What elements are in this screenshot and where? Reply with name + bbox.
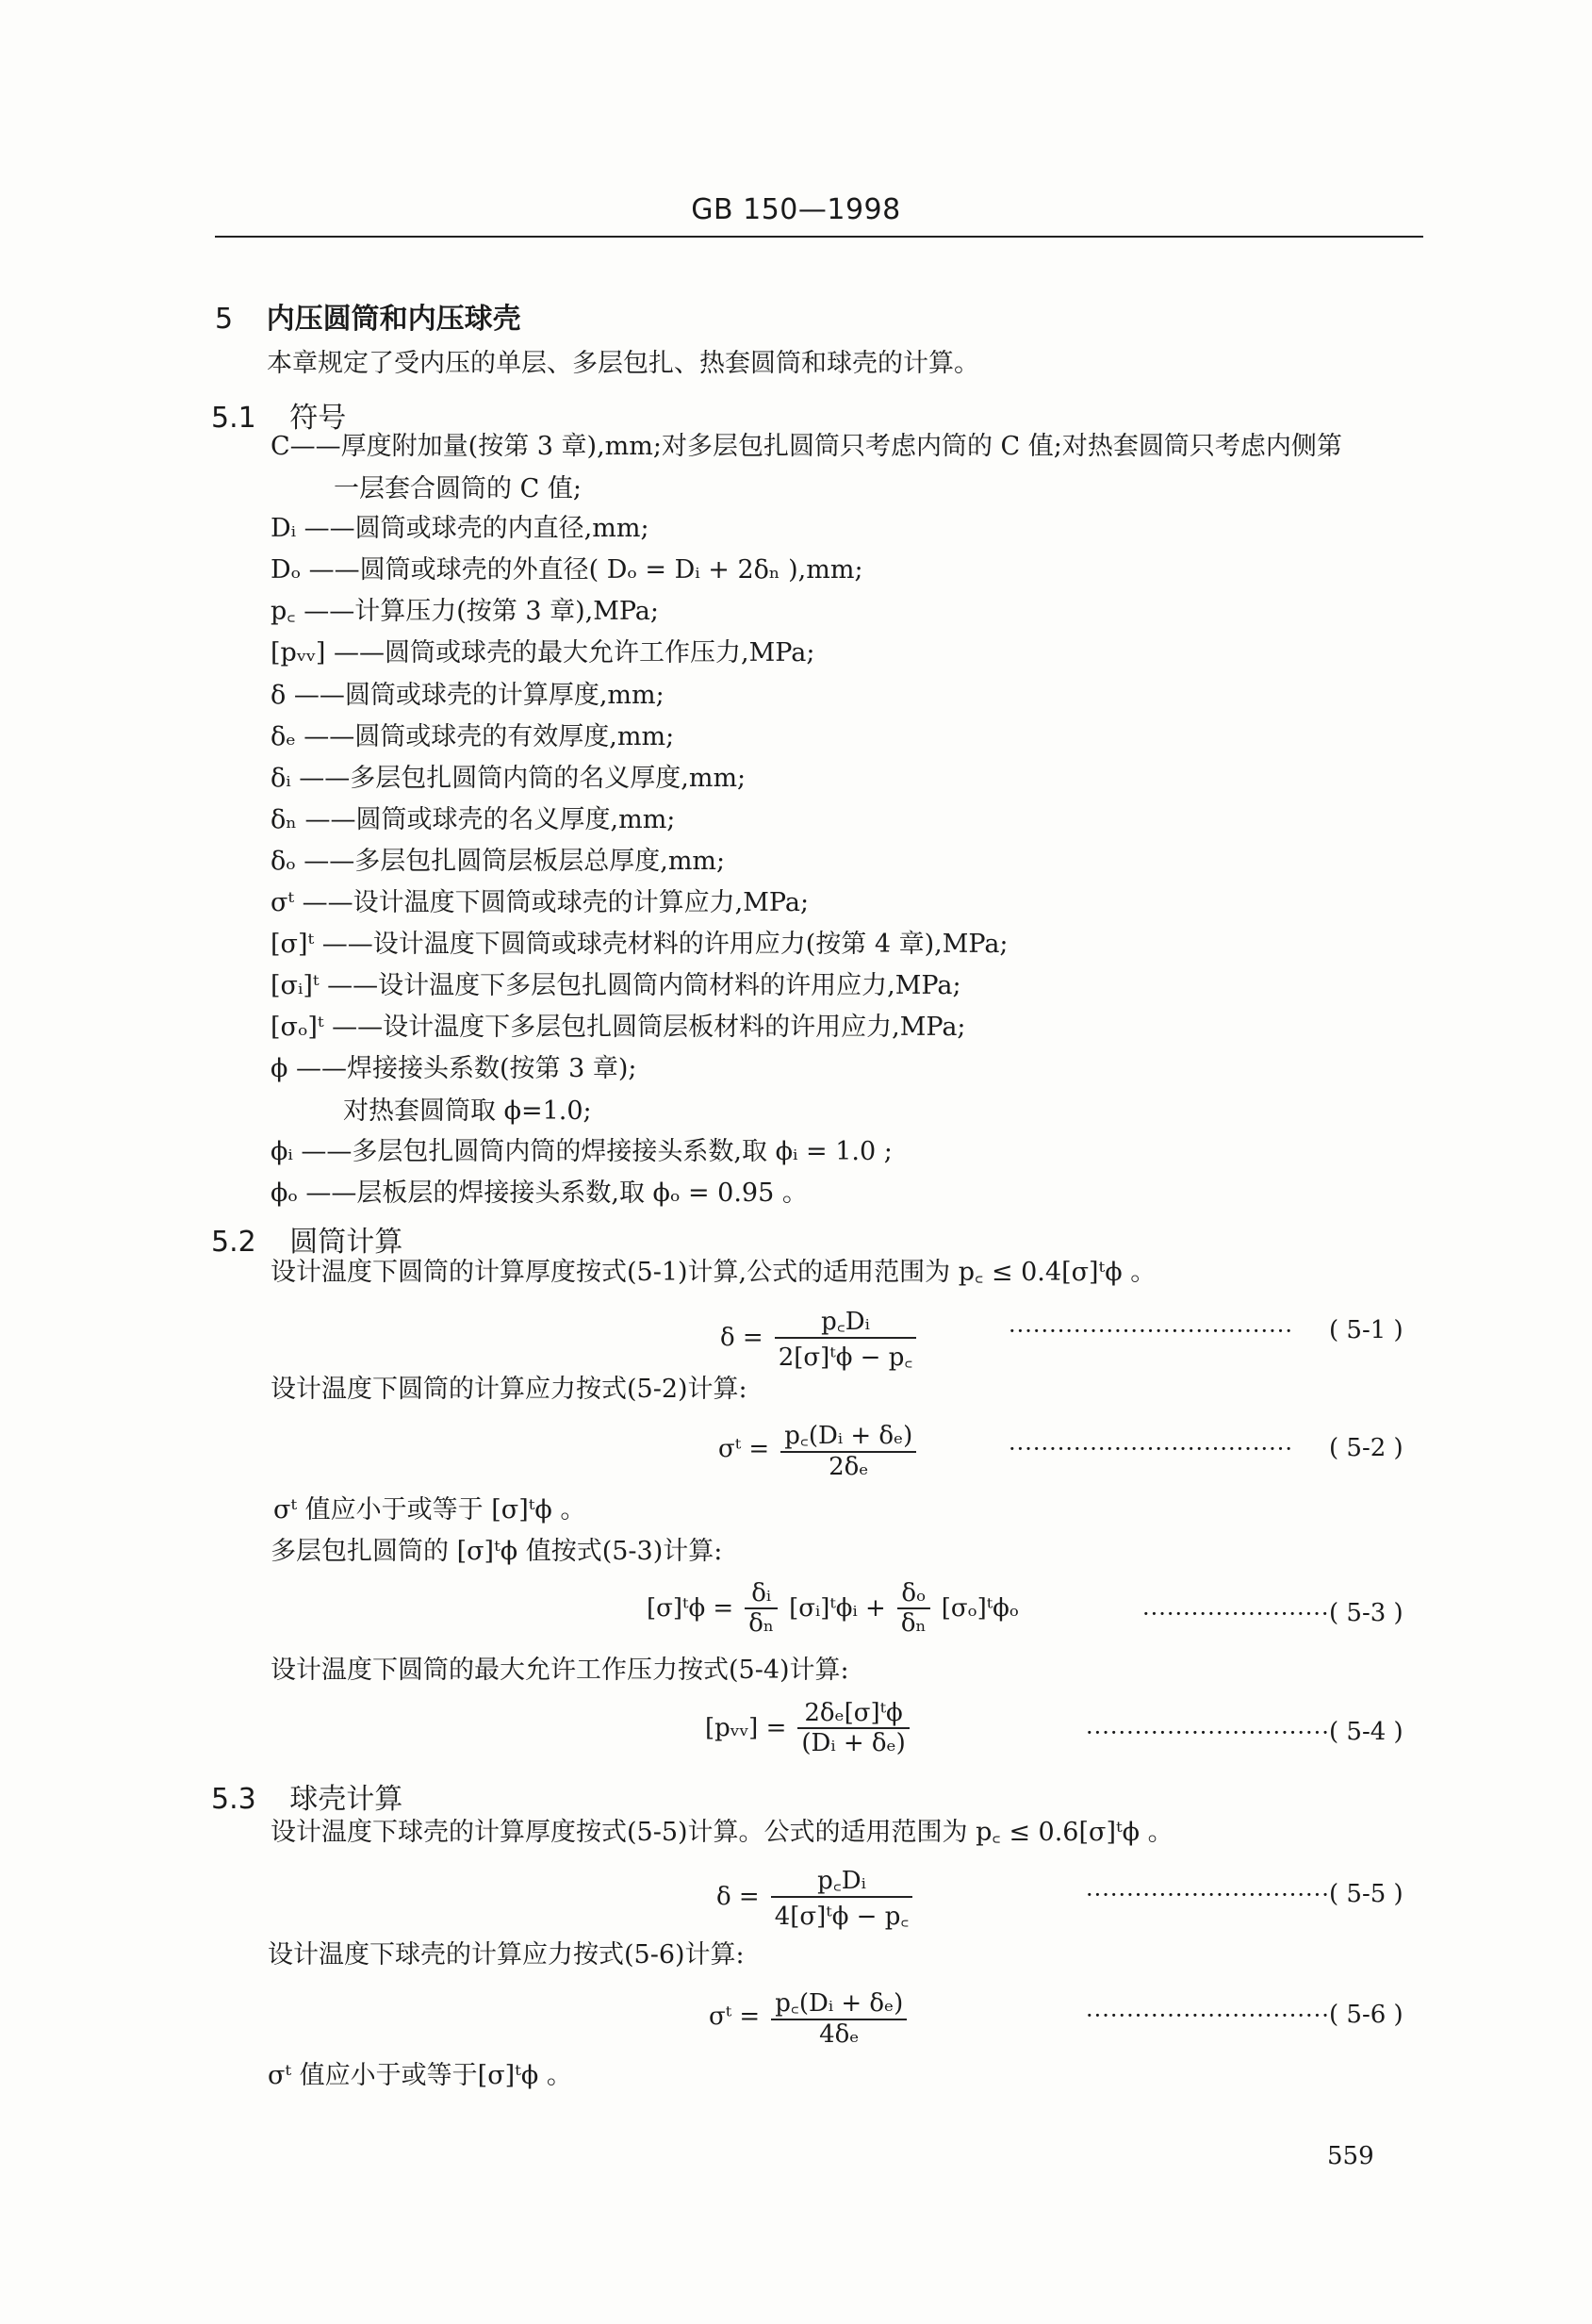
section-title: 圆筒计算 — [289, 1226, 403, 1259]
equation-tag: ( 5-1 ) — [1329, 1316, 1403, 1344]
denominator: δₙ — [897, 1607, 930, 1638]
eq-term: [σᵢ]ᵗϕᵢ + — [789, 1594, 886, 1623]
symbol-line: δ ——圆筒或球壳的计算厚度,mm; — [271, 681, 665, 710]
paragraph: 设计温度下圆筒的计算厚度按式(5-1)计算,公式的适用范围为 p꜀ ≤ 0.4[σ]ᵗϕ 。 — [271, 1258, 1157, 1287]
paragraph: σᵗ 值应小于或等于 [σ]ᵗϕ 。 — [273, 1495, 586, 1525]
section-number: 5.3 — [211, 1783, 256, 1816]
symbol-line: [σ]ᵗ ——设计温度下圆筒或球壳材料的许用应力(按第 4 章),MPa; — [271, 930, 1009, 959]
symbol-line: δᵢ ——多层包扎圆筒内筒的名义厚度,mm; — [271, 764, 747, 793]
eq-lhs: σᵗ = — [709, 2003, 761, 2031]
paragraph: 设计温度下圆筒的最大允许工作压力按式(5-4)计算: — [271, 1656, 849, 1685]
symbol-line: [σₒ]ᵗ ——设计温度下多层包扎圆筒层板材料的许用应力,MPa; — [271, 1013, 966, 1042]
numerator: p꜀(Dᵢ + δₑ) — [784, 1422, 913, 1450]
equation-tag: ( 5-3 ) — [1329, 1599, 1403, 1627]
symbol-line: Dₒ ——圆筒或球壳的外直径( Dₒ = Dᵢ + 2δₙ ),mm; — [271, 555, 863, 585]
equation-5-5 — [716, 1862, 918, 1932]
fraction — [797, 1699, 909, 1757]
leader-dots: ······················· — [1142, 1601, 1330, 1627]
denominator: 4δₑ — [771, 2019, 907, 2049]
symbol-line: δₙ ——圆筒或球壳的名义厚度,mm; — [271, 805, 676, 834]
symbol-line: Dᵢ ——圆筒或球壳的内直径,mm; — [271, 514, 649, 543]
section-5-3-heading — [211, 1775, 402, 1817]
paragraph: σᵗ 值应小于或等于[σ]ᵗϕ 。 — [268, 2061, 572, 2090]
denominator: δₙ — [745, 1607, 778, 1638]
leader-dots: ······························ — [1086, 1882, 1330, 1908]
section-title: 球壳计算 — [289, 1783, 403, 1816]
equation-tag: ( 5-6 ) — [1329, 2001, 1403, 2029]
equation-tag: ( 5-5 ) — [1329, 1880, 1403, 1908]
fraction — [775, 1303, 917, 1373]
leader-dots: ··································· — [1009, 1436, 1294, 1462]
symbol-line: ϕᵢ ——多层包扎圆筒内筒的焊接接头系数,取 ϕᵢ = 1.0 ; — [271, 1137, 893, 1166]
page-number: 559 — [1327, 2142, 1374, 2170]
numerator: δᵢ — [751, 1579, 772, 1607]
equation-5-6 — [709, 1985, 912, 2049]
equation-tag: ( 5-2 ) — [1329, 1434, 1403, 1462]
section-number: 5.2 — [211, 1226, 256, 1259]
symbol-line: σᵗ ——设计温度下圆筒或球壳的计算应力,MPa; — [271, 888, 810, 917]
denominator: 2[σ]ᵗϕ − p꜀ — [775, 1337, 917, 1373]
header-rule — [215, 236, 1423, 238]
symbol-line: [σᵢ]ᵗ ——设计温度下多层包扎圆筒内筒材料的许用应力,MPa; — [271, 971, 961, 1000]
eq-term: [σₒ]ᵗϕₒ — [941, 1594, 1019, 1623]
eq-lhs: δ = — [720, 1324, 763, 1352]
fraction — [897, 1579, 930, 1638]
equation-5-3 — [647, 1579, 1019, 1638]
page-header: GB 150—1998 — [691, 193, 901, 226]
numerator: 2δₑ[σ]ᵗϕ — [804, 1699, 903, 1727]
eq-lhs: [σ]ᵗϕ = — [647, 1594, 734, 1623]
section-title: 内压圆筒和内压球壳 — [266, 303, 521, 336]
numerator: p꜀Dᵢ — [817, 1867, 866, 1895]
symbol-line: δₒ ——多层包扎圆筒层板层总厚度,mm; — [271, 847, 726, 876]
symbol-line: ϕₒ ——层板层的焊接接头系数,取 ϕₒ = 0.95 。 — [271, 1178, 808, 1208]
section-number: 5 — [215, 303, 234, 336]
section-5-intro: 本章规定了受内压的单层、多层包扎、热套圆筒和球壳的计算。 — [267, 349, 979, 378]
leader-dots: ······························ — [1086, 1720, 1330, 1746]
paragraph: 设计温度下球壳的计算厚度按式(5-5)计算。公式的适用范围为 p꜀ ≤ 0.6[σ]ᵗϕ 。 — [271, 1818, 1173, 1847]
paragraph: 设计温度下球壳的计算应力按式(5-6)计算: — [268, 1940, 745, 1970]
denominator: 4[σ]ᵗϕ − p꜀ — [771, 1896, 913, 1932]
numerator: p꜀(Dᵢ + δₑ) — [775, 1989, 904, 2018]
section-title: 符号 — [289, 402, 347, 435]
symbol-line: 一层套合圆筒的 C 值; — [334, 474, 582, 503]
section-number: 5.1 — [211, 402, 256, 435]
equation-5-2 — [718, 1417, 922, 1481]
denominator: (Dᵢ + δₑ) — [797, 1727, 909, 1757]
eq-lhs: σᵗ = — [718, 1435, 770, 1463]
eq-lhs: δ = — [716, 1883, 760, 1911]
numerator: p꜀Dᵢ — [821, 1308, 870, 1336]
eq-lhs: [pᵥᵥ] = — [705, 1714, 787, 1742]
fraction — [745, 1579, 778, 1638]
symbol-line: 对热套圆筒取 ϕ=1.0; — [343, 1096, 592, 1126]
section-5-2-heading — [211, 1218, 402, 1260]
fraction — [771, 1862, 913, 1932]
leader-dots: ······························ — [1086, 2003, 1330, 2029]
fraction — [771, 1985, 907, 2049]
symbol-line: [pᵥᵥ] ——圆筒或球壳的最大允许工作压力,MPa; — [271, 638, 815, 668]
symbol-line: p꜀ ——计算压力(按第 3 章),MPa; — [271, 597, 659, 626]
section-5-1-heading — [211, 394, 346, 436]
equation-tag: ( 5-4 ) — [1329, 1718, 1403, 1746]
symbol-line: ϕ ——焊接接头系数(按第 3 章); — [271, 1054, 637, 1083]
equation-5-1 — [720, 1303, 922, 1373]
denominator: 2δₑ — [780, 1451, 916, 1481]
section-5-heading — [215, 295, 521, 337]
leader-dots: ··································· — [1009, 1318, 1294, 1344]
equation-5-4 — [705, 1699, 915, 1757]
paragraph: 设计温度下圆筒的计算应力按式(5-2)计算: — [271, 1375, 747, 1404]
symbol-line: δₑ ——圆筒或球壳的有效厚度,mm; — [271, 722, 675, 751]
numerator: δₒ — [901, 1579, 927, 1607]
paragraph: 多层包扎圆筒的 [σ]ᵗϕ 值按式(5-3)计算: — [271, 1537, 723, 1566]
fraction — [780, 1417, 916, 1481]
symbol-line: C——厚度附加量(按第 3 章),mm;对多层包扎圆筒只考虑内筒的 C 值;对热套圆筒只考虑内侧第 — [271, 432, 1342, 461]
